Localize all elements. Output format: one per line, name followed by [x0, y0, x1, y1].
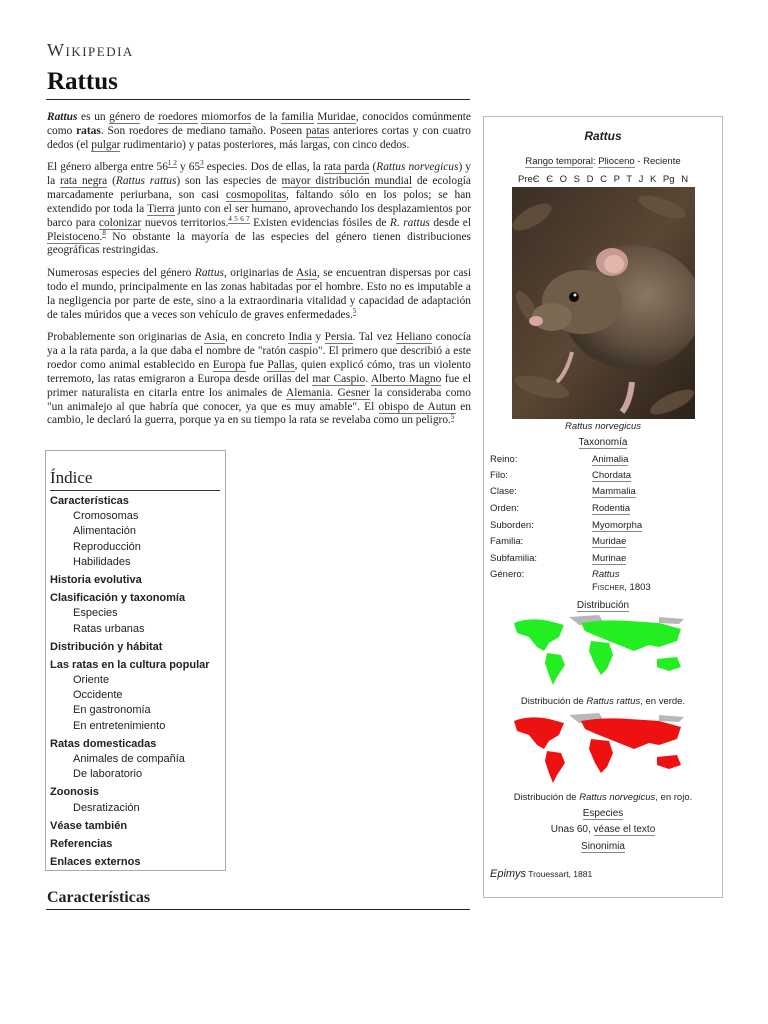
toc-item[interactable]: Características — [50, 495, 129, 507]
link-miomorfos[interactable]: miomorfos — [201, 111, 252, 123]
taxonomy-header — [484, 437, 722, 448]
temporal-range: Rango temporal: Plioceno - Reciente — [525, 156, 681, 167]
link-plioceno[interactable]: Plioceno — [598, 156, 635, 167]
map-rattus-norvegicus[interactable] — [509, 713, 697, 785]
link-heliano[interactable]: Heliano — [395, 331, 433, 343]
link-obispo-autun[interactable]: obispo de Autun — [378, 400, 456, 413]
toc-item[interactable]: Véase también — [50, 819, 128, 832]
toc-subitem[interactable]: Ratas urbanas — [73, 622, 145, 635]
link-roedores[interactable]: roedores — [158, 111, 198, 123]
row-key: Filo: — [490, 470, 508, 481]
intro-paragraph-2: El género alberga entre $56^{1 2}$ y $65^3$ especies. Dos de ellas, la rata parda (Rattus norvegicus) y la rata negra (Rattus rattus) son las especies de mayor distribución mundial de ecología marcadamente periurbana, son casi cosmopolitas, faltando sólo en los polos; se han extendido por toda la Tierra junto con el ser humano, aprovechando los desplazamientos por barco para colonizar nuevos territorios.$^{4 5 6 7}$ Existen evidencias fósiles de R. rattus desde el Pleistoceno.$^8$ No obstante la mayoría de las especies del género tienen distribuciones geográficas restringidas. — [47, 159, 472, 257]
row-value-link[interactable]: Mammalia — [592, 486, 636, 497]
row-key: Subfamilia: — [490, 553, 537, 564]
row-key: Suborden: — [490, 520, 534, 531]
title-rule — [46, 99, 470, 100]
row-key: Género: — [490, 569, 525, 580]
link-distribucion[interactable]: Distribución — [576, 600, 630, 611]
link-europa[interactable]: Europa — [212, 358, 246, 371]
link-pallas[interactable]: Pallas — [267, 358, 295, 371]
intro-paragraph-4: Probablemente son originarias de Asia, en concreto India y Persia. Tal vez Heliano conocía ya a la rata parda, a la que daba el nombre de "ratón caspio". El primero que describió a este roedor como animal establecido en Europa fue Pallas, quien explicó cómo, tras un violento terremoto, las ratas emigraron a Europa desde orillas del mar Caspio. Alberto Magno fue el primer naturalista en citarla entre los animales de Alemania. Gesner la consideraba como "un animalejo al que habría que conocer, ya que es muy amable". El obispo de Autun en cambio, le declaró la guerra, porque ya en su tiempo la rata se revelaba como un peligro.$^5$ — [47, 331, 472, 427]
row-key: Familia: — [490, 536, 524, 547]
section-heading: Características — [47, 889, 151, 906]
toc-item[interactable]: Zoonosis — [50, 786, 99, 799]
toc-subitem[interactable]: De laboratorio — [73, 768, 143, 781]
ref-8[interactable]: 8 — [102, 228, 106, 237]
distribution-header — [484, 600, 722, 611]
toc-subitem[interactable]: Occidente — [73, 689, 123, 702]
ref-5[interactable]: 5 — [352, 306, 357, 315]
ref-5b[interactable]: 5 — [450, 412, 455, 421]
link-sinonimia[interactable]: Sinonimia — [581, 841, 625, 852]
species-header — [484, 808, 722, 819]
row-value-link[interactable]: Murinae — [592, 553, 627, 564]
toc-subitem[interactable]: Oriente — [73, 674, 110, 687]
link-familia[interactable]: familia — [281, 111, 314, 123]
toc-list — [50, 494, 222, 870]
link-alemania[interactable]: Alemania — [286, 386, 331, 399]
link-cosmopolitas[interactable]: cosmopolitas — [225, 188, 287, 201]
map-rattus-rattus[interactable] — [509, 615, 697, 687]
link-india[interactable]: India — [288, 331, 312, 343]
toc-subitem[interactable]: Alimentación — [73, 525, 136, 538]
row-value-link[interactable]: Chordata — [592, 470, 632, 481]
rat-photo[interactable] — [512, 187, 695, 419]
row-key: Reino: — [490, 454, 518, 465]
toc-item[interactable]: Ratas domesticadas — [50, 737, 157, 750]
intro-paragraph-3: Numerosas especies del género Rattus, originarias de Asia, se encuentran dispersas por casi todo el mundo, principalmente en las zonas habitadas por el hombre. Esto no es imputable a la negligencia por parte de este, sino a la extraordinaria vitalidad y capacidad de adaptación de tales múridos que a veces son vehículo de graves enfermedades.$^5$ — [47, 267, 472, 321]
wikipedia-logo[interactable]: Wikipedia — [47, 40, 134, 60]
species-text: Unas 60, véase el texto — [550, 824, 656, 835]
toc-item[interactable]: Historia evolutiva — [50, 573, 142, 586]
link-especies[interactable]: Especies — [582, 808, 624, 819]
link-pulgar[interactable]: pulgar — [91, 138, 121, 151]
synonymy-header — [484, 841, 722, 852]
toc-item[interactable]: Las ratas en la cultura popular — [50, 658, 210, 671]
toc-subitem[interactable]: En gastronomía — [73, 704, 151, 717]
link-patas[interactable]: patas — [305, 124, 330, 137]
toc-rule — [50, 490, 220, 491]
row-value-link[interactable]: Rodentia — [592, 503, 631, 514]
row-value-link[interactable]: Animalia — [592, 454, 629, 465]
link-taxonomia[interactable]: Taxonomía — [578, 437, 628, 448]
link-gesner[interactable]: Gesner — [337, 386, 370, 399]
link-asia[interactable]: Asia — [295, 267, 317, 279]
toc-subitem[interactable]: En entretenimiento — [73, 719, 166, 732]
link-rata-parda[interactable]: rata parda — [323, 161, 370, 173]
toc-subitem[interactable]: Desratización — [73, 801, 140, 814]
photo-caption: Rattus norvegicus — [564, 421, 642, 432]
ref-1-2[interactable]: 1 2 — [167, 159, 177, 168]
infobox-title: Rattus — [584, 129, 622, 143]
toc-item[interactable]: Distribución y hábitat — [50, 640, 163, 653]
link-alberto-magno[interactable]: Alberto Magno — [370, 372, 442, 385]
table-of-contents — [45, 450, 226, 871]
link-rata-negra[interactable]: rata negra — [60, 174, 108, 187]
toc-item[interactable]: Referencias — [50, 837, 113, 850]
link-tierra[interactable]: Tierra — [147, 202, 175, 215]
link-rango-temporal[interactable]: Rango temporal — [525, 156, 593, 167]
ref-4-7[interactable]: 4 5 6 7 — [228, 214, 250, 223]
map2-caption: Distribución de Rattus norvegicus, en rojo. — [513, 792, 693, 803]
toc-item[interactable]: Clasificación y taxonomía — [50, 592, 186, 605]
bold-taxon: Rattus — [47, 111, 78, 123]
toc-subitem[interactable]: Reproducción — [73, 540, 141, 553]
link-persia[interactable]: Persia — [324, 331, 353, 343]
row-key: Orden: — [490, 503, 520, 514]
taxobox — [483, 116, 723, 898]
toc-subitem[interactable]: Habilidades — [73, 555, 131, 568]
section-rule — [46, 909, 470, 910]
geologic-timeline[interactable]: PreЄ Є O S D C P T J K Pg N — [517, 174, 689, 185]
link-asia-2[interactable]: Asia — [204, 331, 226, 343]
toc-subitem[interactable]: Animales de compañía — [73, 753, 185, 765]
rat-photo-illustration — [512, 187, 695, 419]
row-value-link[interactable]: Muridae — [592, 536, 627, 547]
page-title: Rattus — [47, 68, 118, 95]
link-distribucion-mundial[interactable]: mayor distribución mundial — [281, 174, 412, 187]
toc-item[interactable]: Enlaces externos — [50, 856, 141, 869]
genus-authority: Fischer, 1803 — [592, 582, 651, 593]
toc-subitem[interactable]: Especies — [73, 607, 118, 620]
toc-title: Índice — [50, 468, 93, 487]
link-genero[interactable]: género — [109, 111, 141, 123]
row-value: Rattus — [592, 569, 620, 580]
link-colonizar[interactable]: colonizar — [98, 216, 142, 229]
link-muridae[interactable]: Muridae — [317, 111, 356, 123]
row-value-link[interactable]: Myomorpha — [592, 520, 643, 531]
intro-paragraph-1: Rattus es un género de roedores miomorfos de la familia Muridae, conocidos comúnmente como ratas. Son roedores de mediano tamaño. Poseen patas anteriores cortas y con cuatro dedos (el pulgar rudimentario) y patas posteriores, más largas, con cinco dedos. — [47, 111, 471, 151]
bold-ratas: ratas — [76, 124, 101, 137]
ref-3[interactable]: 3 — [200, 159, 204, 168]
toc-subitem[interactable]: Cromosomas — [73, 510, 139, 523]
link-pleistoceno[interactable]: Pleistoceno — [47, 230, 100, 243]
link-vease-texto[interactable]: véase el texto — [593, 824, 656, 835]
link-mar-caspio[interactable]: mar Caspio — [312, 372, 366, 385]
row-key: Clase: — [490, 486, 517, 497]
map1-caption: Distribución de Rattus rattus, en verde. — [520, 696, 686, 707]
synonym-entry: Epimys Trouessart, 1881 — [490, 868, 593, 880]
